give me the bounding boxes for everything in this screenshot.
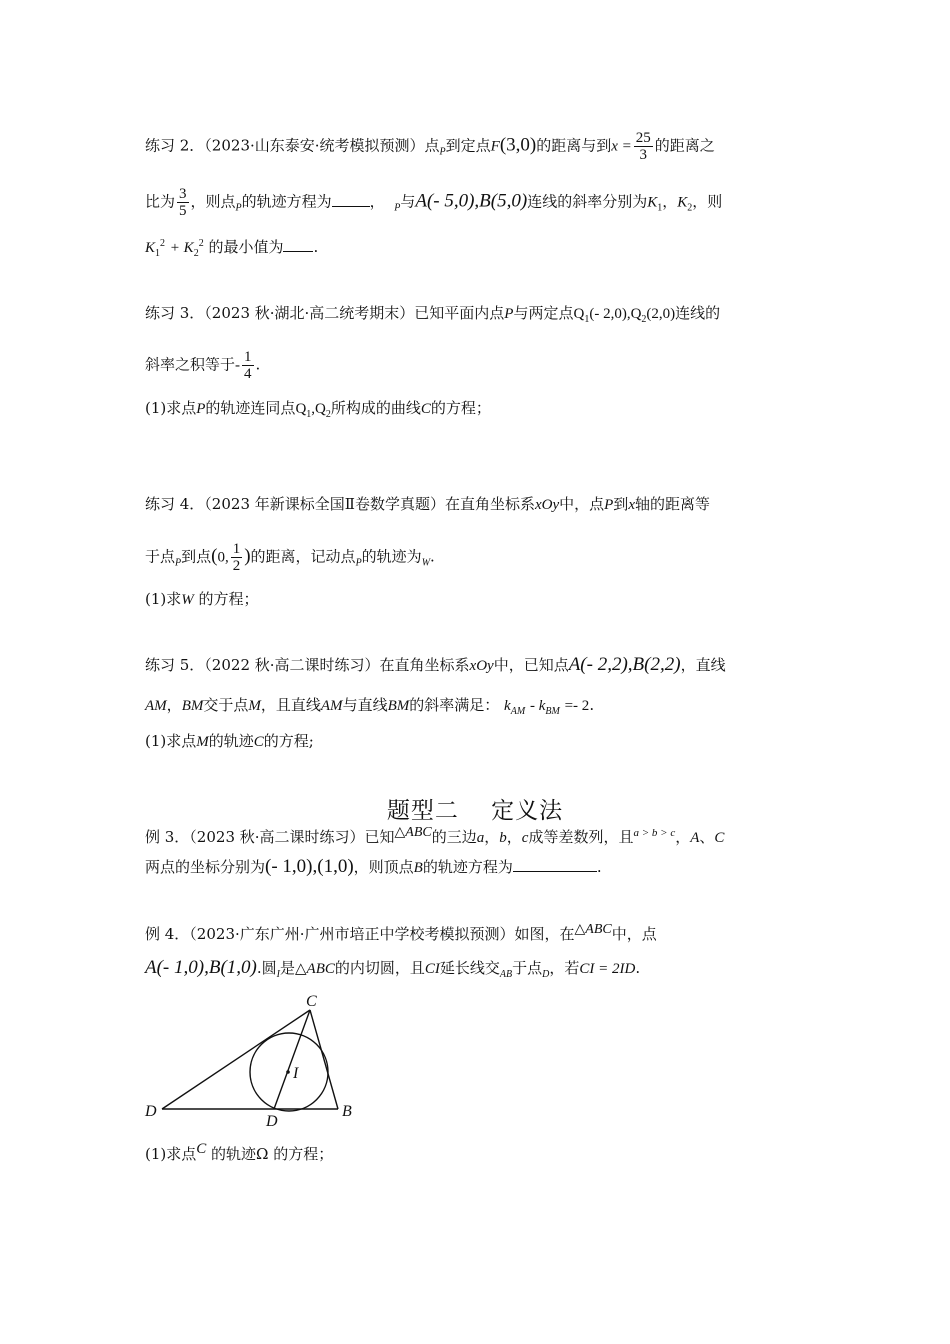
line-CD <box>274 1010 310 1109</box>
ex2-line1: 练习 2．（2023·山东泰安·统考模拟预测）点$_P$到定点F(3,0)的距离与到x = $\frac{25}{3}$ 的距离之 <box>145 130 715 163</box>
incenter-point <box>286 1070 290 1074</box>
label-I: I <box>293 1065 299 1082</box>
fraction-1-4: $\frac{1}{4}$ <box>244 349 252 382</box>
eg4-question1: (1)求点$^C$ 的轨迹Ω 的方程； <box>145 1141 334 1163</box>
ex3-line2: 斜率之积等于- $\frac{1}{4}$ . <box>145 349 261 382</box>
eg4-line1: 例 4．（2023·广东广州·广州市培正中学校考模拟预测）如图，在$^{\triangle ABC}$中，点 <box>145 922 657 943</box>
ex5-line2: AM，BM交于点M，且直线AM与直线BM的斜率满足： $k_{AM} - k_{BM} =- 2$. <box>145 696 595 717</box>
label-B: B <box>342 1103 352 1120</box>
fraction-1-2: $\frac{1}{2}$ <box>232 541 241 574</box>
fraction-3-5: $\frac{3}{5}$ <box>179 186 187 219</box>
answer-blank <box>513 859 597 872</box>
ex4-question1: (1)求W 的方程； <box>145 590 259 608</box>
ex2-line2: 比为 $\frac{3}{5}$ ，则点$_P$的轨迹方程为 ， $_P$与A(- 5,0),B(5,0)连线的斜率分别为$K_1$，$K_2$，则 <box>145 186 723 219</box>
ex2-line3: $K_1^2 + K_2^2$ 的最小值为 . <box>145 238 319 259</box>
ex4-line1: 练习 4．（2023 年新课标全国Ⅱ卷数学真题）在直角坐标系xOy中，点P到x轴的距离等 <box>145 495 710 513</box>
side-CB <box>310 1010 338 1109</box>
eg3-line2: 两点的坐标分别为(- 1,0),(1,0)，则顶点B的轨迹方程为 . <box>145 856 602 877</box>
ex5-question1: (1)求点M的轨迹C的方程; <box>145 732 314 750</box>
ex3-line1: 练习 3．（2023 秋·湖北·高二统考期末）已知平面内点P与两定点$Q_1(-$ $2,0),Q_2(2,0)$连线的 <box>145 304 721 325</box>
eg3-line1: 例 3．（2023 秋·高二课时练习）已知$^{\triangle ABC}$的三边a，b，c成等差数列，且$^{a > b > c}$，A、C <box>145 825 725 846</box>
fraction-25-3: $\frac{25}{3}$ <box>635 130 651 163</box>
answer-blank <box>283 239 313 252</box>
answer-blank <box>332 194 370 207</box>
ex4-line2: 于点$_P$到点(0, $\frac{1}{2}$ )的距离，记动点$_P$的轨迹为$_W$. <box>145 541 435 574</box>
eg4-line2: A(- 1,0),B(1,0).圆$_I$是△ABC的内切圆，且CI延长线交$_{AB}$于点$_D$，若CI = 2ID. <box>145 957 641 980</box>
label-D-bottom: D <box>266 1113 278 1130</box>
label-D-left: D <box>145 1103 157 1120</box>
section-heading: 题型二 定义法 <box>386 798 564 824</box>
side-DC <box>162 1010 310 1109</box>
ex3-question1: (1)求点P的轨迹连同点$Q_1,Q_2$所构成的曲线C的方程； <box>145 399 491 420</box>
incircle-triangle-figure <box>140 990 370 1130</box>
label-C: C <box>306 993 317 1010</box>
ex5-line1: 练习 5．（2022 秋·高二课时练习）在直角坐标系xOy中，已知点A(- 2,2),B(2,2)，直线 <box>145 654 726 675</box>
